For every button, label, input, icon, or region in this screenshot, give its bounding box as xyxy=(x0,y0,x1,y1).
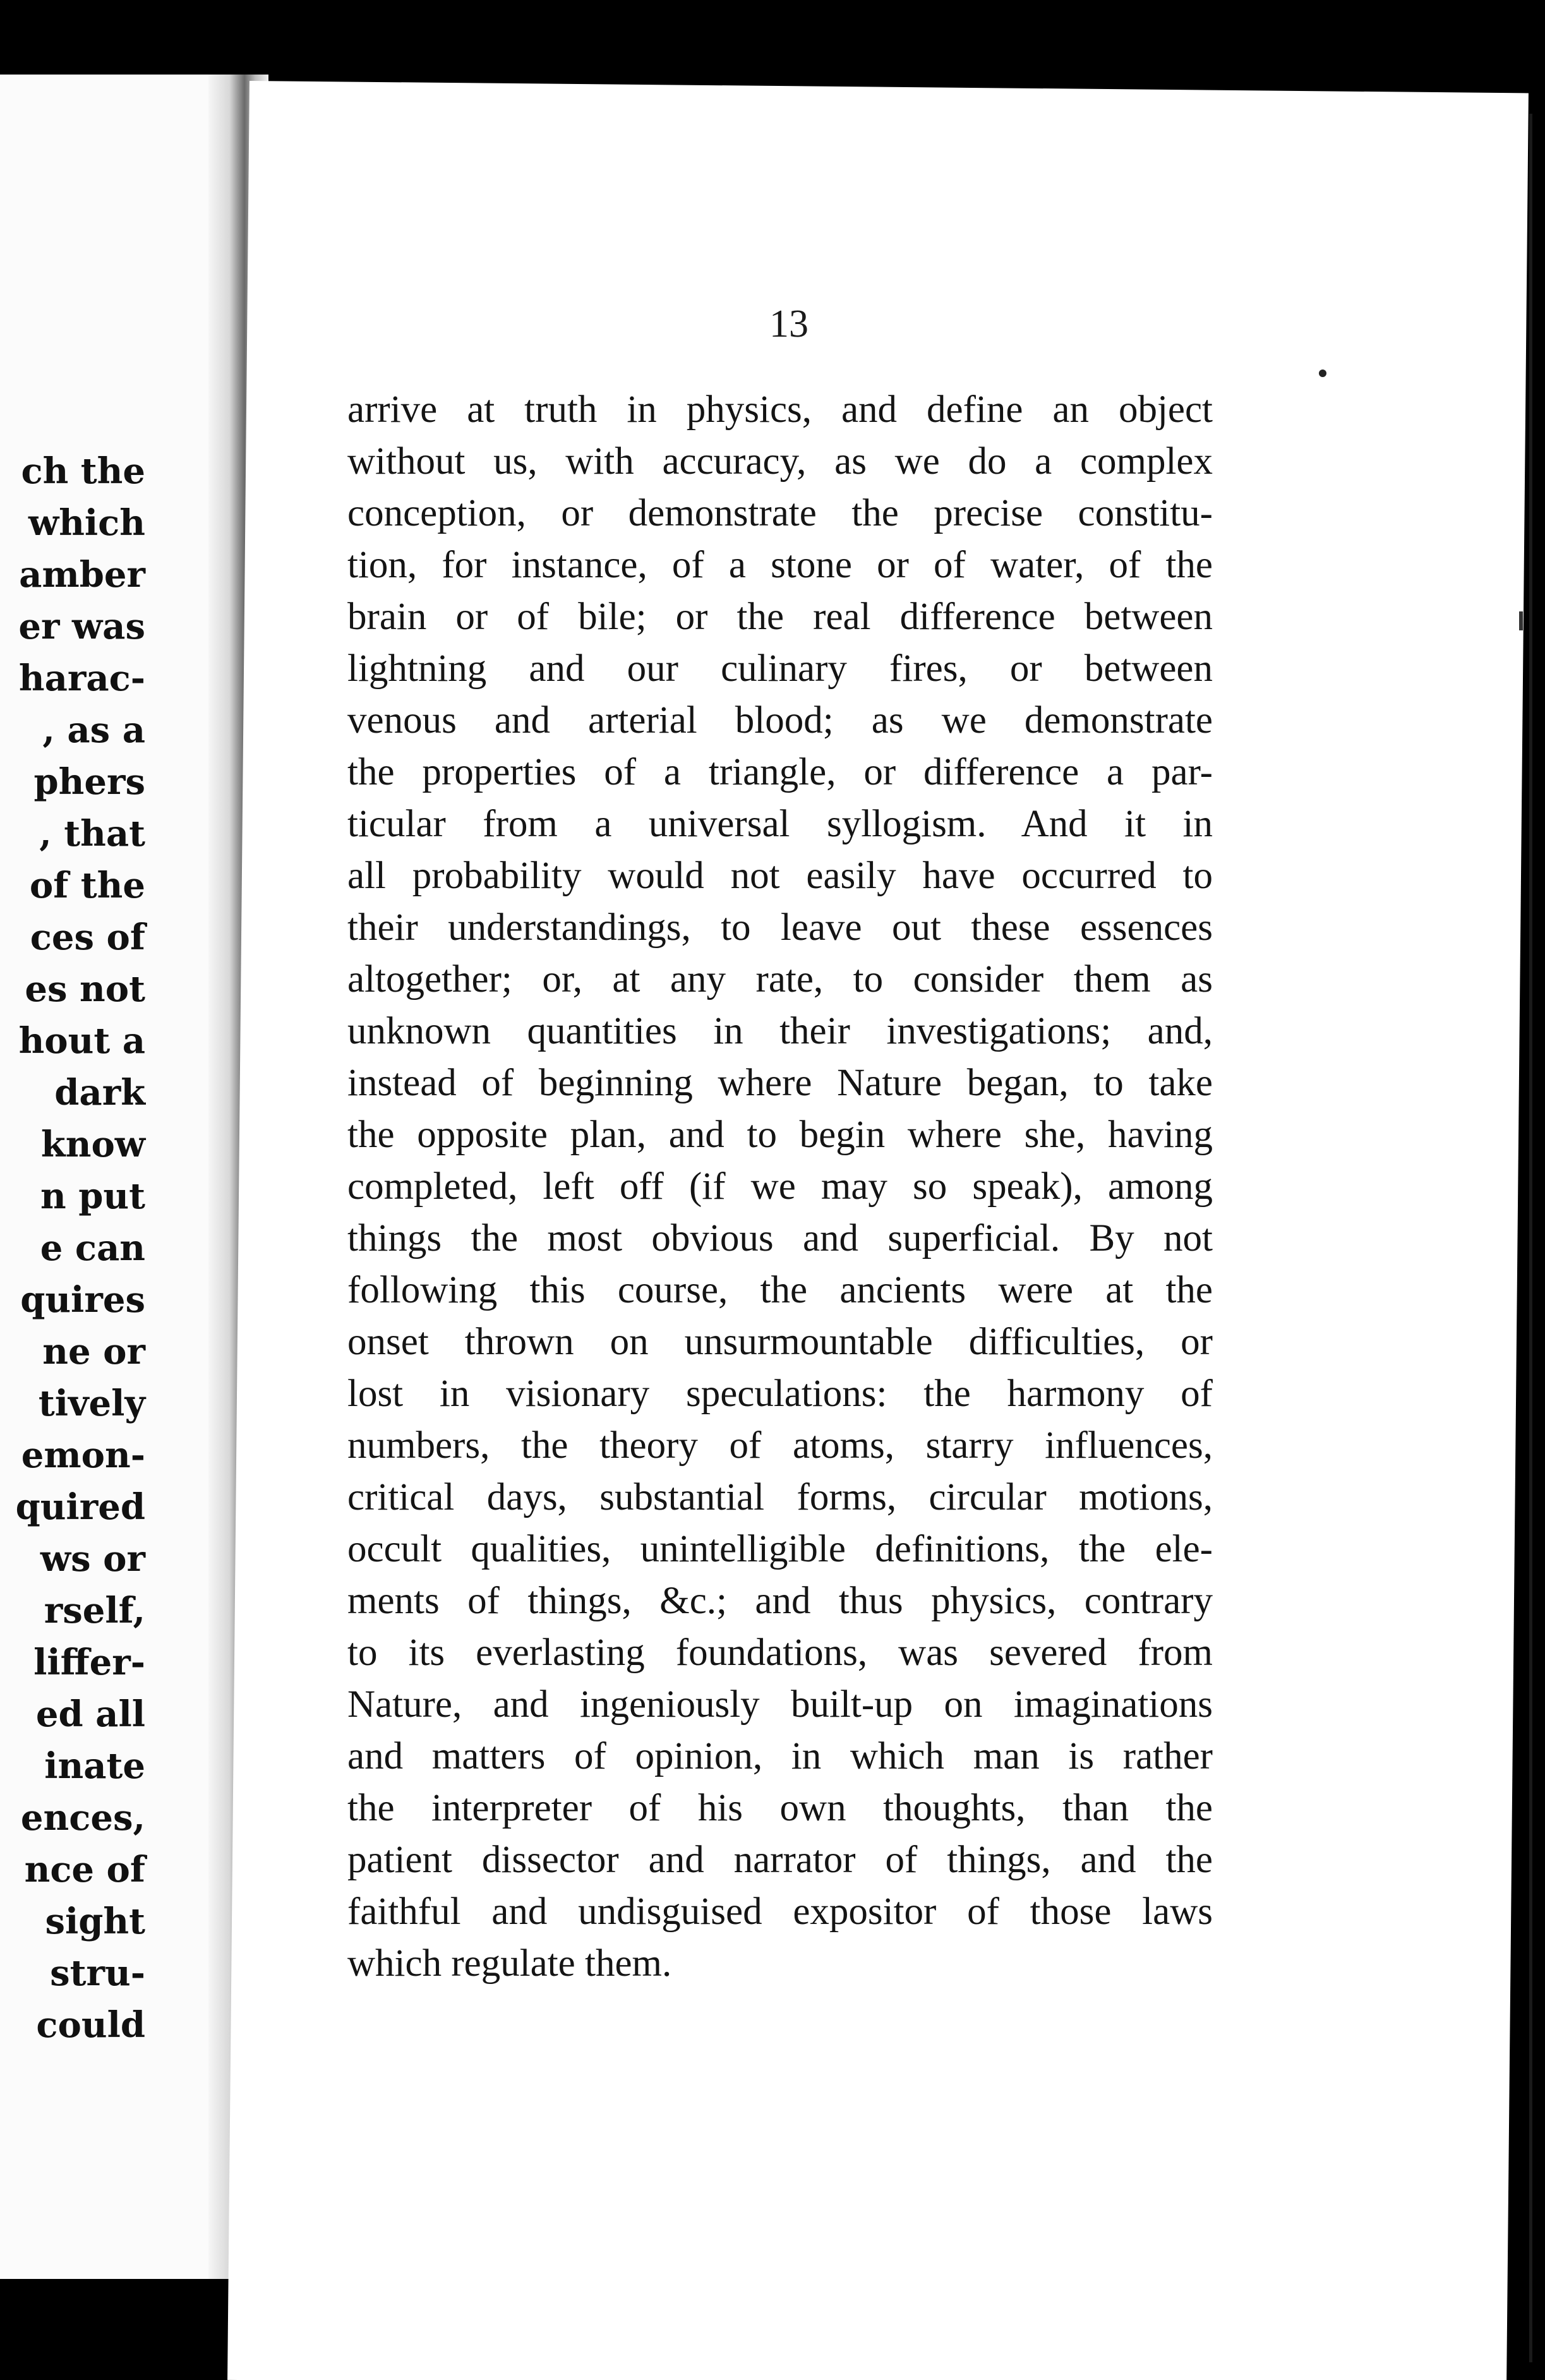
left-page-line: quired xyxy=(15,1486,145,1528)
body-line: numbers, the theory of atoms, starry influences, xyxy=(347,1424,1213,1467)
body-line: conception, or demonstrate the precise constitu- xyxy=(347,492,1213,534)
left-page-line: ne or xyxy=(42,1331,145,1373)
left-page xyxy=(0,75,240,2279)
body-line: which regulate them. xyxy=(347,1942,672,1985)
body-line: instead of beginning where Nature began, to take xyxy=(347,1062,1213,1104)
body-line: Nature, and ingeniously built-up on imaginations xyxy=(347,1683,1213,1726)
left-page-line: which xyxy=(28,502,145,544)
left-page-line: ed all xyxy=(35,1693,145,1735)
left-page-line: could xyxy=(36,2004,145,2046)
body-line: ments of things, &c.; and thus physics, contrary xyxy=(347,1580,1213,1622)
body-line: things the most obvious and superficial. By not xyxy=(347,1217,1213,1259)
left-page-line: tively xyxy=(38,1383,145,1424)
left-page-line: inate xyxy=(44,1745,145,1787)
body-line: completed, left off (if we may so speak), among xyxy=(347,1165,1213,1208)
body-line: altogether; or, at any rate, to consider them as xyxy=(347,958,1213,1001)
left-page-line: hout a xyxy=(18,1020,145,1062)
left-page-line: er was xyxy=(18,606,145,647)
body-line: the interpreter of his own thoughts, than the xyxy=(347,1787,1213,1829)
body-line: the properties of a triangle, or difference a par- xyxy=(347,751,1213,793)
left-page-line: ences, xyxy=(20,1797,145,1839)
body-line: following this course, the ancients were at the xyxy=(347,1269,1213,1311)
body-line: ticular from a universal syllogism. And it in xyxy=(347,803,1213,845)
body-line: and matters of opinion, in which man is rather xyxy=(347,1735,1213,1777)
body-line: onset thrown on unsurmountable difficulties, or xyxy=(347,1321,1213,1363)
left-page-line: e can xyxy=(40,1227,145,1269)
ink-speck xyxy=(1319,370,1326,377)
left-page-line: ws or xyxy=(40,1538,145,1580)
left-page-line: stru- xyxy=(50,1952,145,1994)
left-page-line: ch the xyxy=(21,450,145,492)
left-page-line: harac- xyxy=(18,658,145,699)
body-line: without us, with accuracy, as we do a complex xyxy=(347,440,1213,483)
left-page-line: ces of xyxy=(30,917,145,958)
page-number: 13 xyxy=(769,303,809,346)
body-line: lightning and our culinary fires, or between xyxy=(347,647,1213,690)
left-page-line: liffer- xyxy=(33,1642,145,1683)
body-line: critical days, substantial forms, circular motions, xyxy=(347,1476,1213,1518)
left-page-line: nce of xyxy=(24,1849,145,1890)
body-line: venous and arterial blood; as we demonstrate xyxy=(347,699,1213,742)
body-line: their understandings, to leave out these essences xyxy=(347,906,1213,949)
page-edge-shadow xyxy=(1529,114,1532,2362)
body-line: arrive at truth in physics, and define an object xyxy=(347,388,1213,431)
left-page-line: emon- xyxy=(21,1434,145,1476)
body-line: tion, for instance, of a stone or of water, of the xyxy=(347,544,1213,586)
left-page-line: , as a xyxy=(42,709,145,751)
left-page-line: quires xyxy=(20,1279,145,1321)
left-page-line: n put xyxy=(40,1175,145,1217)
left-page-line: phers xyxy=(33,761,145,803)
left-page-line: dark xyxy=(54,1072,145,1114)
edge-mark xyxy=(1519,611,1523,630)
left-page-line: know xyxy=(40,1124,145,1165)
body-line: to its everlasting foundations, was severed from xyxy=(347,1632,1213,1674)
body-line: occult qualities, unintelligible definitions, the ele- xyxy=(347,1528,1213,1570)
body-line: brain or of bile; or the real difference between xyxy=(347,596,1213,638)
body-line: patient dissector and narrator of things, and the xyxy=(347,1839,1213,1881)
body-line: faithful and undisguised expositor of those laws xyxy=(347,1890,1213,1933)
body-text xyxy=(347,384,1213,1990)
left-page-line: of the xyxy=(29,865,145,906)
body-line: unknown quantities in their investigations; and, xyxy=(347,1010,1213,1052)
left-page-line: sight xyxy=(45,1901,145,1942)
body-line: all probability would not easily have occurred to xyxy=(347,855,1213,897)
left-page-line: amber xyxy=(19,554,145,596)
body-line: the opposite plan, and to begin where she, having xyxy=(347,1114,1213,1156)
left-page-line: , that xyxy=(39,813,145,855)
left-page-line: rself, xyxy=(44,1590,145,1632)
left-page-line: es not xyxy=(25,968,145,1010)
body-line: lost in visionary speculations: the harmony of xyxy=(347,1373,1213,1415)
